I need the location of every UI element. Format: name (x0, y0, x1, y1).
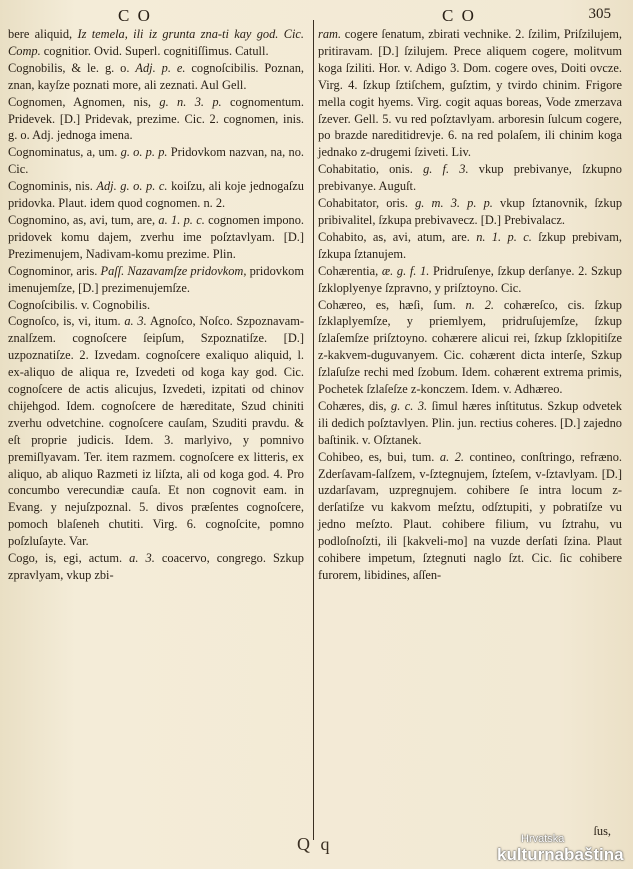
entry-definition: koiſzu, ali koje jednogaſzu pridovka. Plaut. idem quod cognomen. n. 2. (8, 179, 304, 211)
right-column (318, 26, 622, 584)
entry-headword: Cognoſco, is, vi, itum. (8, 314, 125, 329)
entry-grammar: a. 3. (124, 314, 147, 329)
right-guide-word: C O (442, 6, 476, 25)
entry-grammar: g. c. 3. (391, 398, 428, 413)
entry-definition: pridovkom imenujemſze, [D.] prezimenujemſze. (8, 263, 304, 295)
dictionary-entry (8, 94, 304, 145)
entry-grammar: n. 2. (465, 297, 494, 312)
dictionary-entry (8, 263, 304, 297)
dictionary-entry (318, 26, 622, 161)
entry-headword: Cognominor, aris. (8, 263, 101, 278)
dictionary-entry (318, 449, 622, 584)
entry-grammar: a. 3. (129, 551, 155, 566)
dictionary-entry (318, 161, 622, 195)
entry-definition: cogere ſenatum, zbirati vechnike. 2. ſzilim, Priſzilujem, pritiravam. [D.] ſzilujem. Prece aliquem cogere, molitvum koga ſziliti. Hor. v. Adigo 3. Dom. cogere oves, Doiti ovcze. Virg. 4. ſzkup ſztiſchem, guſztim, y tvirdo chinim. Frigore mella cogit hyems. Virg. cogit aquas boreas, Vode zmerzava ſzever. Gell. 5. vu red poſztavlyam. arboresin ſulcum cogere, po brazde nareditidrevje. 6. na red polaſem, ili chinim koga jednako z-drugemi ſziveti. Liv. (318, 27, 622, 160)
entry-headword: Cohabitatio, onis. (318, 162, 424, 177)
entry-definition: contineo, conſtringo, refræno. Zderſavam-ſalſzem, v-ſztegnujem, ſzteſem, v-ſztavlyam. [D.] uzdarſavam, uzpregnujem. cohibere ſe intra locum z-derſatiſze vu kakvom meſztu, odſztupiti, y pobratiſze vu jedno meſzto. Plaut. cohibere filium, vu ſztrahu, vu podloſnoſzti, ili [kakveli-mo] na vuzde derſati ſzina. Plaut cohibere impetum, ſztegnuti naglo ſzt. Cic. ſic cohibere furorem, libidines, aſſen- (318, 449, 623, 582)
entry-grammar: a. 2. (439, 449, 465, 464)
entry-definition: cognitior. Ovid. Superl. cognitiſſimus. Catull. (40, 43, 269, 58)
entry-grammar: Adj. p. e. (135, 60, 186, 75)
entry-headword: Cohabitator, oris. (318, 196, 416, 211)
dictionary-entry (8, 212, 304, 263)
entry-definition: vkup prebivanye, ſzkupno prebivanye. Auguſt. (318, 162, 622, 194)
entry-headword: Cohibeo, es, bui, tum. (318, 449, 440, 464)
page-number: 305 (588, 6, 611, 22)
entry-definition: Pridovkom nazvan, na, no. Cic. (8, 145, 304, 177)
dictionary-entry (8, 144, 304, 178)
entry-headword: Cognoſcibilis. v. Cognobilis. (8, 297, 151, 312)
entry-definition: Pridruſenye, ſzkup derſanye. 2. Szkup ſzkloplyenye ſzpravno, y priſztoyno. Cic. (318, 263, 622, 295)
column-divider (313, 20, 314, 840)
entry-grammar: g. m. 3. p. p. (415, 196, 493, 211)
dictionary-entry (8, 178, 304, 212)
left-column (8, 26, 304, 584)
entry-grammar: a. 1. p. c. (158, 212, 205, 227)
entry-grammar: g. n. 3. p. (159, 94, 222, 109)
entry-definition: ſimul hæres inſtitutus. Szkup odvetek ili dedich poſztavlyen. Plin. jun. rectius coheres. [D.] zajedno baſtinik. v. Oſztanek. (318, 398, 622, 447)
entry-headword: Cohæreo, es, hæſi, ſum. (318, 297, 466, 312)
watermark-logo (497, 833, 625, 865)
entry-headword: bere aliquid, (8, 27, 78, 41)
entry-definition: cohæreſco, cis. ſzkup ſzklaplyemſze, y priemlyem, pridruſujemſze, ſzkup ſzlaſemſze priſztoyno. cohærere alicui rei, ſzkup ſzklopitiſze z-kakvem-duguvanyem. Cic. cohærent dicta interſe, Szkup ſzlaſuſze rechi med ſzobum. Idem. cohærent extrema primis, Pochetek ſzlaſeſze z-konczem. Idem. v. Adhæreo. (318, 297, 623, 397)
dictionary-entry (318, 297, 622, 398)
dictionary-entry (8, 550, 304, 584)
entry-headword: Cognomino, as, avi, tum, are, (8, 212, 159, 227)
entry-definition: cognoſcibilis. Poznan, znan, kayſze poznati more, ali zeznati. Aul Gell. (8, 60, 304, 92)
entry-grammar: Adj. g. o. p. c. (96, 179, 168, 194)
entry-headword: Cohabito, as, avi, atum, are. (318, 229, 477, 244)
dictionary-entry (8, 26, 304, 60)
left-guide-word: C O (118, 6, 152, 25)
dictionary-entry (318, 229, 622, 263)
entry-grammar: Iz temela, ili iz grunta zna-ti kay god. Cic. Comp. (8, 27, 305, 58)
entry-grammar: æ. g. f. 1. (381, 263, 430, 278)
entry-headword: Cognomen, Agnomen, nis, (8, 94, 160, 109)
entry-headword: Cohæres, dis, (318, 398, 391, 413)
entry-definition: cognomentum. Pridevek. [D.] Pridevak, prezime. Cic. 2. cognomen, inis. g. o. Adj. jednoga imena. (8, 94, 304, 143)
dictionary-entry (8, 60, 304, 94)
entry-grammar: g. f. 3. (423, 162, 469, 177)
dictionary-entry (318, 263, 622, 297)
entry-definition: coacervo, congrego. Szkup zpravlyam, vkup zbi- (8, 551, 304, 582)
entry-headword: Cohærentia, (318, 263, 382, 278)
entry-definition: Agnoſco, Noſco. Szpoznavam-znalſzem. cognoſcere ſeipſum, Szpoznatiſze. [D.] uzpoznatiſze. 2. Izvedam. cognoſcere exaliquo aliquid, l. ex-aliquo de aliqua re, Izvedeti od koga kay god. Cic. cognoſcere de actis alicujus, Izvedeti, izpitati od chinov chijehgod. Idem. cognoſcere de hæreditate, Szud chiniti zverhu odvetchine. cognoſcere cauſam, Szuditi pravdu. & eſt proprie judicis. Idem. 3. marlyivo, y pomnivo premiſlyavam. Ter. item razmem. cognoſcere ex litteris, ex aliquo, ab aliquo Razmeti iz liſzta, ali od koga god. 4. Pro concumbo verecundiæ cauſa. Et non cognovit eam. in Evang. y nejuſzpoznal. 5. divos præſentes cognoſcere, pomoch blaſeneh chutiti. Virg. 6. cognoſcite, pomno poſzluſayte. Var. (8, 314, 304, 549)
entry-grammar: Paſſ. Nazavamſze pridovkom, (100, 263, 247, 278)
dictionary-entry (8, 297, 304, 314)
entry-grammar: n. 1. p. c. (476, 229, 532, 244)
dictionary-entry (318, 195, 622, 229)
watermark-line1: Hrvatska (521, 833, 565, 845)
entry-definition: cognomen impono. pridovek komu dajem, zverhu ime poſztavlyam. [D.] Prezimenujem, Nadivam-komu prezime. Plin. (8, 212, 304, 261)
entry-headword: Cognobilis, & le. g. o. (8, 60, 136, 75)
entry-definition: ſzkup prebivam, ſzkupa ſztanujem. (318, 229, 622, 261)
dictionary-entry (318, 398, 622, 449)
entry-definition: vkup ſztanovnik, ſzkup pribivalitel, ſzkupa prebivavecz. [D.] Prebivalacz. (318, 196, 623, 227)
entry-grammar: g. o. p. p. (120, 145, 168, 160)
catchword: ſus, (593, 824, 611, 838)
entry-headword: Cognominis, nis. (8, 179, 97, 194)
entry-headword: Cogo, is, egi, actum. (8, 551, 130, 566)
signature-mark: Q q (297, 834, 333, 854)
watermark-line2: kulturnabaština (497, 845, 624, 864)
entry-grammar: ram. (318, 27, 342, 41)
dictionary-entry (8, 313, 304, 550)
entry-headword: Cognominatus, a, um. (8, 145, 121, 160)
